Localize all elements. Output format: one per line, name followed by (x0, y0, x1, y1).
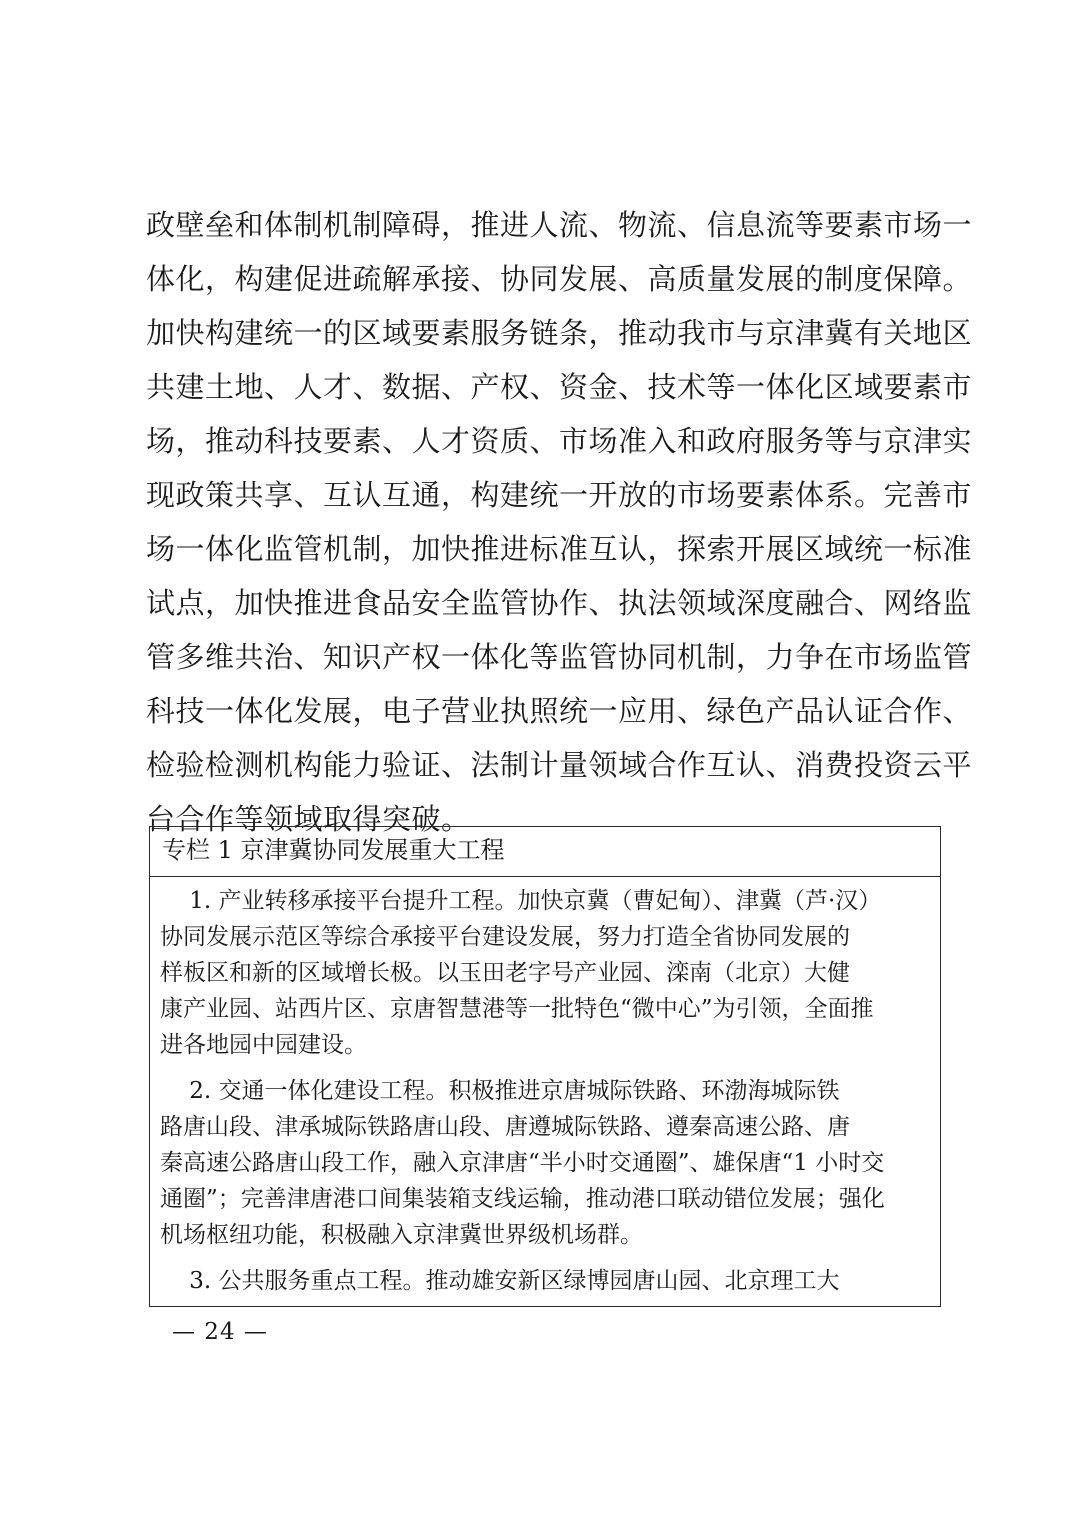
feature-item-line: 协同发展示范区等综合承接平台建设发展，努力打造全省协同发展的 (160, 924, 850, 950)
body-line: 场一体化监管机制，加快推进标准互认，探索开展区域统一标准 (146, 532, 973, 566)
body-line: 检验检测机构能力验证、法制计量领域合作互认、消费投资云平 (146, 748, 973, 782)
body-line: 加快构建统一的区域要素服务链条，推动我市与京津冀有关地区 (146, 316, 973, 350)
feature-item-line: 路唐山段、津承城际铁路唐山段、唐遵城际铁路、遵秦高速公路、唐 (160, 1114, 850, 1140)
feature-item-line: 样板区和新的区域增长极。以玉田老字号产业园、滦南（北京）大健 (160, 960, 850, 986)
feature-item-line: 1. 产业转移承接平台提升工程。加快京冀（曹妃甸）、津冀（芦·汉） (160, 888, 882, 914)
feature-item-line: 3. 公共服务重点工程。推动雄安新区绿博园唐山园、北京理工大 (160, 1268, 840, 1294)
feature-item-line: 机场枢纽功能，积极融入京津冀世界级机场群。 (160, 1222, 643, 1248)
page-number: — 24 — (172, 1319, 268, 1345)
feature-box-title: 专栏 1 京津冀协同发展重大工程 (150, 827, 940, 877)
body-line: 管多维共治、知识产权一体化等监管协同机制，力争在市场监管 (146, 640, 973, 674)
body-line: 科技一体化发展，电子营业执照统一应用、绿色产品认证合作、 (146, 694, 973, 728)
body-line: 试点，加快推进食品安全监管协作、执法领域深度融合、网络监 (146, 586, 973, 620)
body-line: 体化，构建促进疏解承接、协同发展、高质量发展的制度保障。 (146, 262, 973, 296)
body-line: 共建土地、人才、数据、产权、资金、技术等一体化区域要素市 (146, 370, 973, 404)
feature-item (160, 1073, 930, 1253)
body-line: 台合作等领域取得突破。 (146, 802, 471, 836)
body-line: 现政策共享、互认互通，构建统一开放的市场要素体系。完善市 (146, 478, 973, 512)
body-paragraph (146, 198, 973, 846)
feature-box (149, 826, 941, 1307)
feature-item-line: 秦高速公路唐山段工作，融入京津唐“半小时交通圈”、雄保唐“1 小时交 (160, 1150, 885, 1176)
body-line: 政壁垒和体制机制障碍，推进人流、物流、信息流等要素市场一 (146, 208, 973, 242)
feature-box-body (150, 877, 940, 1299)
feature-item-line: 通圈”；完善津唐港口间集装箱支线运输，推动港口联动错位发展；强化 (160, 1186, 885, 1212)
feature-item (160, 883, 930, 1063)
feature-item (160, 1263, 930, 1299)
feature-item-line: 康产业园、站西片区、京唐智慧港等一批特色“微中心”为引领，全面推 (160, 996, 874, 1022)
body-line: 场，推动科技要素、人才资质、市场准入和政府服务等与京津实 (146, 424, 973, 458)
feature-item-line: 进各地园中园建设。 (160, 1032, 367, 1058)
feature-item-line: 2. 交通一体化建设工程。积极推进京唐城际铁路、环渤海城际铁 (160, 1078, 840, 1104)
